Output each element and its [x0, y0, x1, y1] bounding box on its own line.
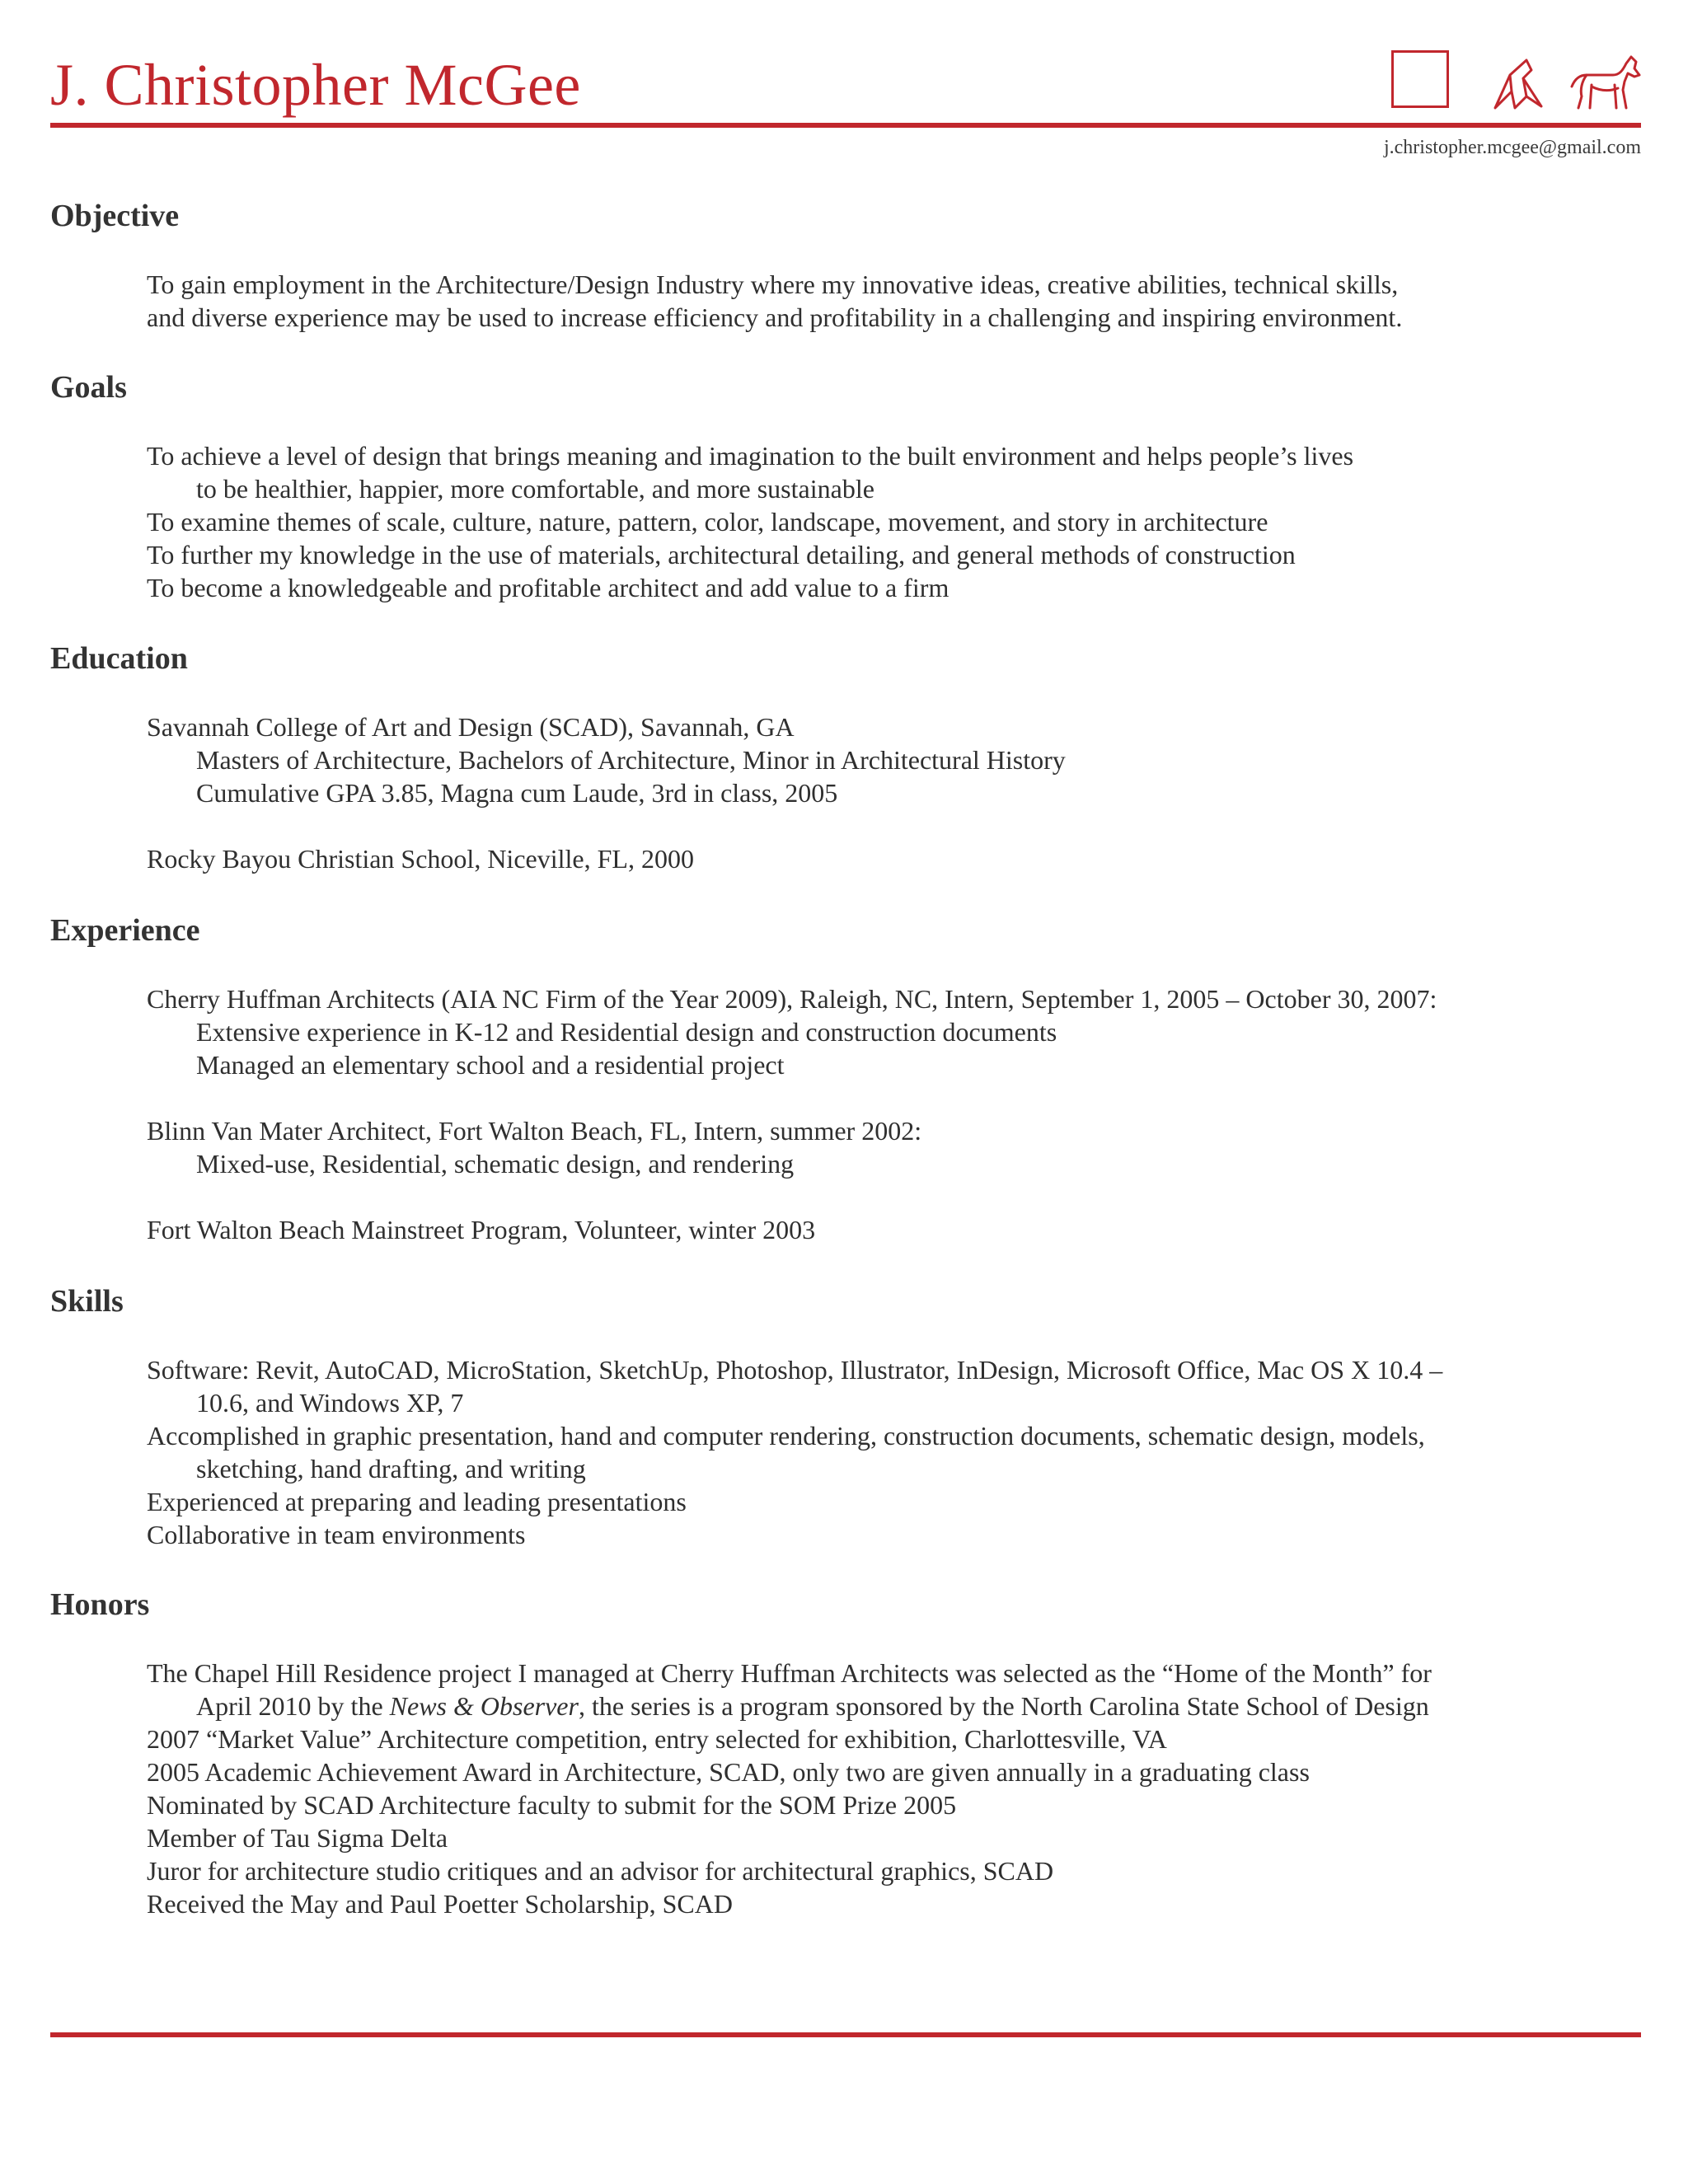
honor-line: Juror for architecture studio critiques and an advisor for architectural graphics, SCAD — [147, 1856, 1054, 1886]
skill-line: Collaborative in team environments — [147, 1520, 526, 1549]
goal-line: To achieve a level of design that brings meaning and imagination to the built environment and helps people’s lives — [147, 441, 1354, 471]
education-line: Masters of Architecture, Bachelors of Architecture, Minor in Architectural History — [196, 745, 1066, 775]
goal-line: To examine themes of scale, culture, nature, pattern, color, landscape, movement, and story in architecture — [147, 507, 1268, 537]
honor-line: The Chapel Hill Residence project I managed at Cherry Huffman Architects was selected as the “Home of the Month” for — [147, 1658, 1432, 1688]
resume-header — [50, 45, 1641, 144]
experience-line: Fort Walton Beach Mainstreet Program, Volunteer, winter 2003 — [147, 1215, 816, 1244]
education-line: Rocky Bayou Christian School, Niceville, FL, 2000 — [147, 844, 694, 874]
skill-line: Accomplished in graphic presentation, hand and computer rendering, construction documents, schematic design, models, — [147, 1421, 1425, 1451]
experience-line: Cherry Huffman Architects (AIA NC Firm of the Year 2009), Raleigh, NC, Intern, September 1, 2005 – October 30, 2007: — [147, 984, 1437, 1014]
square-logo-icon — [1391, 50, 1449, 108]
experience-line: Mixed-use, Residential, schematic design, and rendering — [196, 1149, 795, 1179]
footer-divider — [50, 2032, 1641, 2037]
section-title-objective: Objective — [50, 199, 180, 233]
honor-line — [196, 1690, 1429, 1722]
skill-line: Experienced at preparing and leading presentations — [147, 1487, 687, 1516]
honor-line: Received the May and Paul Poetter Scholarship, SCAD — [147, 1889, 733, 1919]
email-address: j.christopher.mcgee@gmail.com — [1383, 137, 1641, 158]
objective-line: and diverse experience may be used to increase efficiency and profitability in a challenging and inspiring environment. — [147, 302, 1403, 332]
section-title-skills: Skills — [50, 1284, 124, 1319]
goal-line: To further my knowledge in the use of materials, architectural detailing, and general methods of construction — [147, 540, 1296, 569]
section-title-experience: Experience — [50, 913, 200, 948]
skill-line: 10.6, and Windows XP, 7 — [196, 1388, 464, 1418]
experience-line: Managed an elementary school and a residential project — [196, 1050, 785, 1080]
section-title-education: Education — [50, 641, 188, 676]
honor-line: Nominated by SCAD Architecture faculty to submit for the SOM Prize 2005 — [147, 1790, 957, 1820]
candidate-name: J. Christopher McGee — [50, 52, 581, 118]
goal-line: To become a knowledgeable and profitable architect and add value to a firm — [147, 573, 950, 602]
horse-logo-icon — [1568, 54, 1641, 113]
origami-logo-icon — [1490, 54, 1548, 113]
skill-line: Software: Revit, AutoCAD, MicroStation, SketchUp, Photoshop, Illustrator, InDesign, Microsoft Office, Mac OS X 10.4 – — [147, 1355, 1443, 1385]
honor-line: 2005 Academic Achievement Award in Architecture, SCAD, only two are given annually in a graduating class — [147, 1757, 1310, 1787]
goal-line: to be healthier, happier, more comfortable, and more sustainable — [196, 474, 874, 504]
honor-line: Member of Tau Sigma Delta — [147, 1823, 448, 1853]
publication-title: News & Observer — [389, 1691, 579, 1721]
education-line: Savannah College of Art and Design (SCAD), Savannah, GA — [147, 712, 795, 742]
section-title-honors: Honors — [50, 1587, 150, 1622]
header-divider — [50, 123, 1641, 128]
education-line: Cumulative GPA 3.85, Magna cum Laude, 3rd in class, 2005 — [196, 778, 838, 808]
experience-line: Extensive experience in K-12 and Residential design and construction documents — [196, 1017, 1057, 1047]
honor-line-text: , the series is a program sponsored by the North Carolina State School of Design — [578, 1691, 1429, 1721]
experience-line: Blinn Van Mater Architect, Fort Walton Beach, FL, Intern, summer 2002: — [147, 1116, 922, 1146]
section-title-goals: Goals — [50, 370, 127, 405]
skill-line: sketching, hand drafting, and writing — [196, 1454, 586, 1483]
honor-line-text: April 2010 by the — [196, 1691, 390, 1721]
honor-line: 2007 “Market Value” Architecture competition, entry selected for exhibition, Charlottesville, VA — [147, 1724, 1167, 1754]
objective-line: To gain employment in the Architecture/Design Industry where my innovative ideas, creative abilities, technical skills, — [147, 269, 1399, 299]
